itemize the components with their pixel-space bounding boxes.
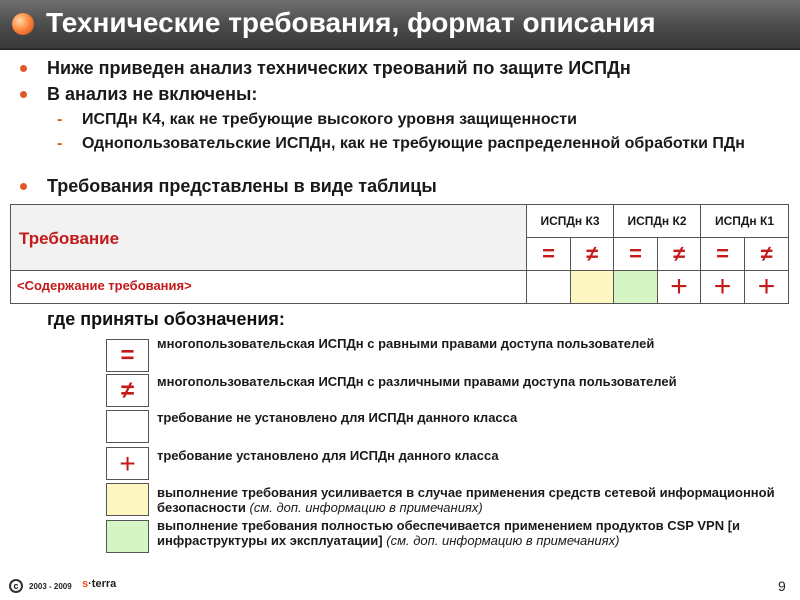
- value-cell-empty: [527, 271, 571, 303]
- bullet-dot-icon: [20, 91, 27, 98]
- legend-text-fully-provided-note: (см. доп. информацию в примечаниях): [386, 533, 620, 548]
- legend-text-enhanced-note: (см. доп. информацию в примечаниях): [249, 500, 483, 515]
- legend-text-enhanced: [157, 485, 797, 515]
- legend-box-yellow: [106, 483, 149, 516]
- class-header-k3: ИСПДн К3: [527, 205, 614, 238]
- bullet-dot-icon: [20, 183, 27, 190]
- legend-title: где приняты обозначения:: [47, 309, 285, 329]
- legend-text-enhanced-main: выполнение требования усиливается в случае применения средств сетевой информационной безопасности: [157, 485, 775, 515]
- symbol-cell-k2-equal: =: [614, 238, 658, 271]
- bullet-analysis: [47, 58, 631, 79]
- legend-text-fully-provided: [157, 518, 797, 548]
- symbol-cell-k3-equal: =: [527, 238, 571, 271]
- value-cell-plus: +: [658, 271, 701, 303]
- requirement-header-cell: [11, 205, 527, 271]
- legend-text-fully-provided-main: выполнение требования полностью обеспечивается применением продуктов CSP VPN [и инфраструктуры их эксплуатации]: [157, 518, 741, 548]
- requirement-content-cell: [11, 271, 527, 303]
- title-bar: [0, 0, 800, 50]
- page-number: 9: [778, 578, 786, 594]
- value-cell-plus: +: [757, 270, 776, 303]
- bullet-table: [47, 176, 437, 197]
- legend-box-notequal: ≠: [106, 374, 149, 407]
- bullet-excluded: [47, 84, 257, 105]
- page-title: Технические требования, формат описания: [46, 7, 656, 38]
- requirement-content: <Содержание требования>: [17, 278, 192, 293]
- class-header-k1: ИСПДн К1: [701, 205, 788, 238]
- value-cell-yellow: [571, 271, 614, 303]
- class-header-k2: ИСПДн К2: [614, 205, 701, 238]
- title-bullet-icon: [12, 13, 34, 35]
- copyright-icon: c: [9, 579, 23, 593]
- bullet-table-text: Требования представлены в виде таблицы: [47, 176, 437, 196]
- legend-box-empty: [106, 410, 149, 443]
- symbol-cell-k3-notequal: ≠: [571, 238, 614, 271]
- sub-bullet-k4-text: ИСПДн К4, как не требующие высокого уровня защищенности: [82, 111, 577, 128]
- footer-years: 2003 - 2009: [29, 582, 72, 591]
- sub-bullet-single-user: - Однопользовательские ИСПДн, как не требующие распределенной обработки ПДн: [57, 135, 745, 152]
- legend-text-notequal: многопользовательская ИСПДн с различными правами доступа пользователей: [157, 374, 677, 389]
- legend-text-equal: многопользовательская ИСПДн с равными правами доступа пользователей: [157, 336, 655, 351]
- brand-logo: s·terra: [82, 578, 117, 590]
- sub-bullet-single-user-text: Однопользовательские ИСПДн, как не требующие распределенной обработки ПДн: [82, 135, 745, 152]
- bullet-dot-icon: [20, 65, 27, 72]
- legend-text-required: требование установлено для ИСПДн данного класса: [157, 448, 499, 463]
- symbol-cell-k1-equal: =: [701, 238, 745, 271]
- legend-box-plus: +: [106, 447, 149, 480]
- legend-box-equal: =: [106, 339, 149, 372]
- legend-box-green: [106, 520, 149, 553]
- bullet-excluded-text: В анализ не включены:: [47, 84, 258, 104]
- requirements-table: [10, 204, 789, 304]
- symbol-cell-k2-notequal: ≠: [658, 238, 701, 271]
- sub-bullet-k4: - ИСПДн К4, как не требующие высокого уровня защищенности: [57, 111, 577, 128]
- legend-text-not-required: требование не установлено для ИСПДн данного класса: [157, 410, 518, 425]
- value-cell-green: [614, 271, 658, 303]
- bullet-analysis-text: Ниже приведен анализ технических треований по защите ИСПДн: [47, 58, 631, 78]
- symbol-cell-k1-notequal: ≠: [745, 238, 788, 271]
- value-cell-plus: +: [701, 271, 745, 303]
- requirement-header: Требование: [19, 229, 120, 248]
